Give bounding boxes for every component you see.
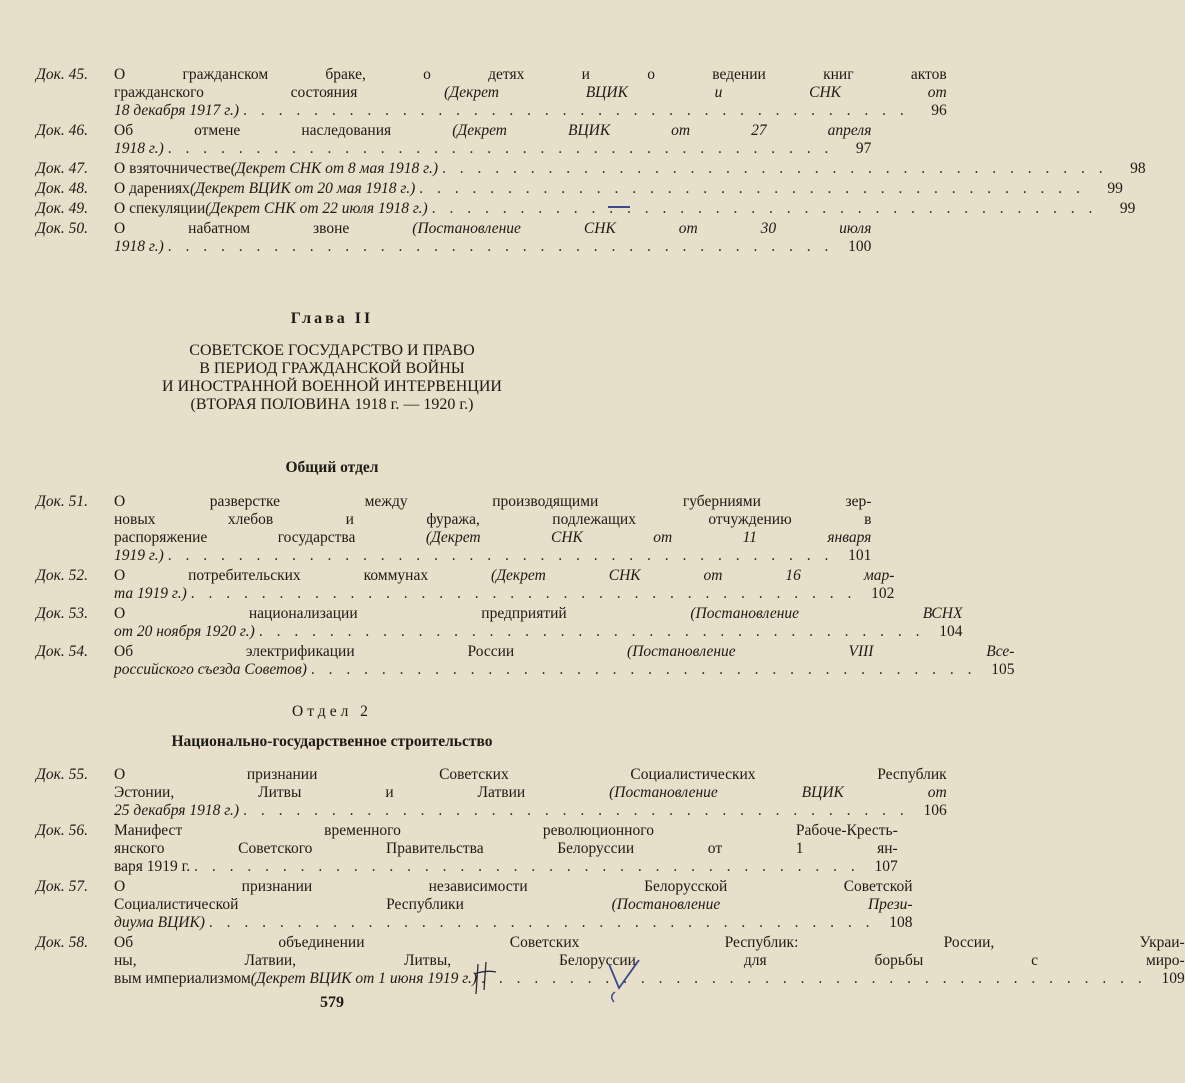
entry-citation: (Декрет ВЦИК от 27 апреля: [452, 122, 872, 139]
toc-entry: [36, 934, 1185, 988]
entry-citation: 1918 г.): [114, 140, 164, 157]
entry-line: [114, 934, 1185, 952]
entry-text: [114, 766, 947, 820]
entry-citation: (Декрет СНК от 11 января: [425, 529, 872, 546]
entry-citation: (Декрет ВЦИК от 20 мая 1918 г.): [189, 180, 416, 197]
entry-line: [114, 511, 871, 529]
toc-entry: [36, 180, 1123, 198]
doc-label: Док. 54.: [36, 643, 88, 660]
entry-line: [114, 160, 1146, 178]
page-ref: 104: [939, 623, 963, 640]
entry-line: [114, 567, 894, 585]
section-2-title: Национально-государственное строительство: [171, 733, 493, 750]
page-ref: 100: [848, 238, 872, 255]
dot-leader: . . . . . . . . . . . . . . . . . . . . . . . . . . . . . . . . . . . . . .: [190, 585, 857, 602]
entry-text-run: Эстонии, Литвы и Латвии: [114, 784, 610, 801]
dot-leader: . . . . . . . . . . . . . . . . . . . . . . . . . . . . . . . . . . . . . .: [442, 160, 1108, 177]
toc-entry: [36, 122, 872, 158]
doc-label: Док. 46.: [36, 122, 88, 139]
entry-line: [114, 102, 947, 120]
dot-leader: . . . . . . . . . . . . . . . . . . . . . . . . . . . . . . . . . . . . . .: [167, 238, 834, 255]
entry-citation: (Декрет СНК от 22 июля 1918 г.): [205, 200, 428, 217]
entry-text-run: варя 1919 г.: [114, 858, 191, 875]
doc-label: Док. 55.: [36, 766, 88, 783]
entry-line: [114, 643, 1014, 661]
dot-leader: . . . . . . . . . . . . . . . . . . . . . . . . . . . . . . . . . . . . . .: [419, 180, 1085, 197]
doc-label: Док. 56.: [36, 822, 88, 839]
entry-text-run: О набатном звоне: [114, 220, 413, 237]
entry-citation: 1918 г.): [114, 238, 164, 255]
dot-leader: . . . . . . . . . . . . . . . . . . . . . . . . . . . . . . . . . . . . . .: [167, 547, 834, 564]
entry-text: [114, 220, 871, 256]
toc-entry: [36, 766, 947, 820]
entry-line: [114, 623, 962, 641]
entry-text: [114, 643, 1014, 679]
page-ref: 105: [991, 661, 1015, 678]
entry-citation: (Декрет СНК от 8 мая 1918 г.): [230, 160, 439, 177]
doc-label: Док. 51.: [36, 493, 88, 510]
page-ref: 102: [871, 585, 895, 602]
doc-label: Док. 53.: [36, 605, 88, 622]
entry-citation: 25 декабря 1918 г.): [114, 802, 240, 819]
entry-text-run: Манифест временного революционного Рабоче-Кресть-: [114, 822, 898, 839]
dot-leader: . . . . . . . . . . . . . . . . . . . . . . . . . . . . . . . . . . . . . .: [167, 140, 834, 157]
page-number: 579: [320, 994, 344, 1011]
entry-text: [114, 605, 962, 641]
pencil-scribble-mark: [470, 960, 500, 1000]
page-ref: 99: [1107, 180, 1123, 197]
dot-leader: . . . . . . . . . . . . . . . . . . . . . . . . . . . . . . . . . . . . . .: [208, 914, 875, 931]
chapter-heading: [0, 310, 664, 414]
entry-text: [114, 66, 947, 120]
entry-citation: диума ВЦИК): [114, 914, 205, 931]
entry-citation: (Постановление VIII Все-: [627, 643, 1015, 660]
entry-text: [114, 567, 894, 603]
entry-line: [114, 66, 947, 84]
entry-citation: та 1919 г.): [114, 585, 187, 602]
entry-line: [114, 822, 898, 840]
entry-text-run: Социалистической Республики: [114, 896, 612, 913]
entry-text: [114, 934, 1185, 988]
entry-text-run: Об объединении Советских Республик: России, Украи-: [114, 934, 1185, 951]
entry-text-run: Об отмене наследования: [114, 122, 453, 139]
doc-label: Док. 58.: [36, 934, 88, 951]
entry-line: [114, 896, 913, 914]
toc-entry: [36, 643, 1015, 679]
entry-line: [114, 766, 947, 784]
entry-citation: (Постановление ВСНХ: [690, 605, 963, 622]
toc-entry: [36, 493, 872, 565]
entry-text: [114, 160, 1146, 178]
entry-text: [114, 180, 1123, 198]
entry-text-run: Об электрификации России: [114, 643, 628, 660]
page-ref: 106: [923, 802, 947, 819]
entry-line: [114, 784, 947, 802]
entry-line: [114, 220, 871, 238]
entry-text-run: О дарениях: [114, 180, 190, 197]
entry-text-run: распоряжение государства: [114, 529, 426, 546]
entry-text-run: вым империализмом: [114, 970, 251, 987]
dot-leader: . . . . . . . . . . . . . . . . . . . . . . . . . . . . . . . . . . . . . .: [243, 102, 909, 119]
entry-text-run: О национализации предприятий: [114, 605, 691, 622]
page-ref: 99: [1119, 200, 1136, 217]
entry-line: [114, 661, 1014, 679]
toc-entry: [36, 160, 1146, 178]
entry-line: [114, 529, 871, 547]
entry-line: [114, 858, 898, 876]
pencil-dash-mark: [606, 202, 632, 212]
entry-text-run: О признании независимости Белорусской Советской: [114, 878, 913, 895]
entry-text-run: О спекуляции: [114, 200, 206, 217]
entry-text-run: О гражданском браке, о детях и о ведении книг актов: [114, 66, 947, 83]
entry-line: [114, 140, 871, 158]
toc-entry: [36, 878, 913, 932]
entry-text: [114, 493, 871, 565]
entry-citation: 1919 г.): [114, 547, 164, 564]
dot-leader: . . . . . . . . . . . . . . . . . . . . . . . . . . . . . . . . . . . . . .: [243, 802, 909, 819]
chapter-title-line: СОВЕТСКОЕ ГОСУДАРСТВО И ПРАВО: [189, 342, 475, 359]
doc-label: Док. 48.: [36, 180, 88, 197]
pencil-check-mark: [605, 958, 645, 1004]
chapter-title: [0, 342, 664, 414]
toc-entry: [36, 220, 872, 256]
entry-line: [114, 547, 871, 565]
entry-text-run: О потребительских коммунах: [114, 567, 492, 584]
entry-line: [114, 122, 871, 140]
chapter-label: Глава II: [290, 310, 374, 327]
entry-text-run: О разверстке между производящими губерниями зер-: [114, 493, 872, 510]
entry-text: [114, 878, 913, 932]
doc-label: Док. 45.: [36, 66, 88, 83]
section-2-label: Отдел 2: [292, 703, 372, 720]
page-ref: 101: [848, 547, 872, 564]
dot-leader: . . . . . . . . . . . . . . . . . . . . . . . . . . . . . . . . . . . . . .: [258, 623, 925, 640]
entry-line: [114, 585, 894, 603]
entry-line: [114, 914, 913, 932]
section-1-title: Общий отдел: [285, 459, 379, 476]
dot-leader: . . . . . . . . . . . . . . . . . . . . . . . . . . . . . . . . . . . . . .: [194, 858, 860, 875]
entry-line: [114, 878, 913, 896]
page-ref: 98: [1130, 160, 1146, 177]
toc-entry: [36, 822, 898, 876]
entry-text-run: гражданского состояния: [114, 84, 445, 101]
entry-text-run: новых хлебов и фуража, подлежащих отчуждению в: [114, 511, 872, 528]
doc-label: Док. 49.: [36, 200, 88, 217]
doc-label: Док. 50.: [36, 220, 88, 237]
chapter-title-line: В ПЕРИОД ГРАЖДАНСКОЙ ВОЙНЫ: [199, 360, 465, 377]
entry-line: [114, 952, 1185, 970]
toc-entry: [36, 66, 947, 120]
entry-citation: (Декрет ВЦИК и СНК от: [444, 84, 947, 101]
entry-line: [114, 238, 871, 256]
chapter-title-line: И ИНОСТРАННОЙ ВОЕННОЙ ИНТЕРВЕНЦИИ: [162, 378, 502, 395]
entry-citation: (Постановление ВЦИК от: [609, 784, 947, 801]
entry-text: [114, 822, 898, 876]
entry-citation: (Постановление Прези-: [611, 896, 913, 913]
entry-citation: (Декрет ВЦИК от 1 июня 1919 г.): [250, 970, 478, 987]
toc-entry: [36, 567, 895, 603]
entry-text-run: О признании Советских Социалистических Республик: [114, 766, 947, 783]
dot-leader: . . . . . . . . . . . . . . . . . . . . . . . . . . . . . . . . . . . . . .: [481, 970, 1147, 987]
toc-entry: [36, 200, 1136, 218]
page-ref: 108: [889, 914, 913, 931]
dot-leader: . . . . . . . . . . . . . . . . . . . . . . . . . . . . . . . . . . . . . .: [310, 661, 977, 678]
chapter-title-line: (ВТОРАЯ ПОЛОВИНА 1918 г. — 1920 г.): [190, 396, 474, 413]
entry-line: [114, 180, 1123, 198]
section-2-heading: [0, 703, 664, 751]
entry-citation: (Декрет СНК от 16 мар-: [491, 567, 895, 584]
dot-leader: . . . . . . . . . . . . . . . . . . . . . . . . . . . . . . . . . . . . . .: [431, 200, 1098, 217]
entry-line: [114, 970, 1185, 988]
entry-citation: российского съезда Советов): [114, 661, 307, 678]
toc-entry: [36, 605, 963, 641]
entry-text-run: ны, Латвии, Литвы, Белоруссии для борьбы с миро-: [114, 952, 1185, 969]
entry-line: [114, 605, 962, 623]
doc-label: Док. 47.: [36, 160, 88, 177]
page-ref: 107: [874, 858, 898, 875]
toc-section-2-entries: [36, 766, 1185, 990]
entry-text: [114, 122, 871, 158]
section-1-heading: [0, 459, 664, 477]
toc-top-entries: [36, 66, 1146, 258]
doc-label: Док. 52.: [36, 567, 88, 584]
entry-citation: (Постановление СНК от 30 июля: [412, 220, 872, 237]
doc-label: Док. 57.: [36, 878, 88, 895]
entry-line: [114, 493, 871, 511]
toc-section-1-entries: [36, 493, 1015, 681]
page-ref: 96: [931, 102, 947, 119]
entry-text-run: О взяточничестве: [114, 160, 231, 177]
entry-citation: от 20 ноября 1920 г.): [114, 623, 255, 640]
entry-line: [114, 84, 947, 102]
page-ref: 109: [1161, 970, 1185, 987]
entry-text-run: янского Советского Правительства Белоруссии от 1 ян-: [114, 840, 898, 857]
entry-citation: 18 декабря 1917 г.): [114, 102, 240, 119]
page-ref: 97: [855, 140, 872, 157]
entry-line: [114, 840, 898, 858]
entry-line: [114, 802, 947, 820]
